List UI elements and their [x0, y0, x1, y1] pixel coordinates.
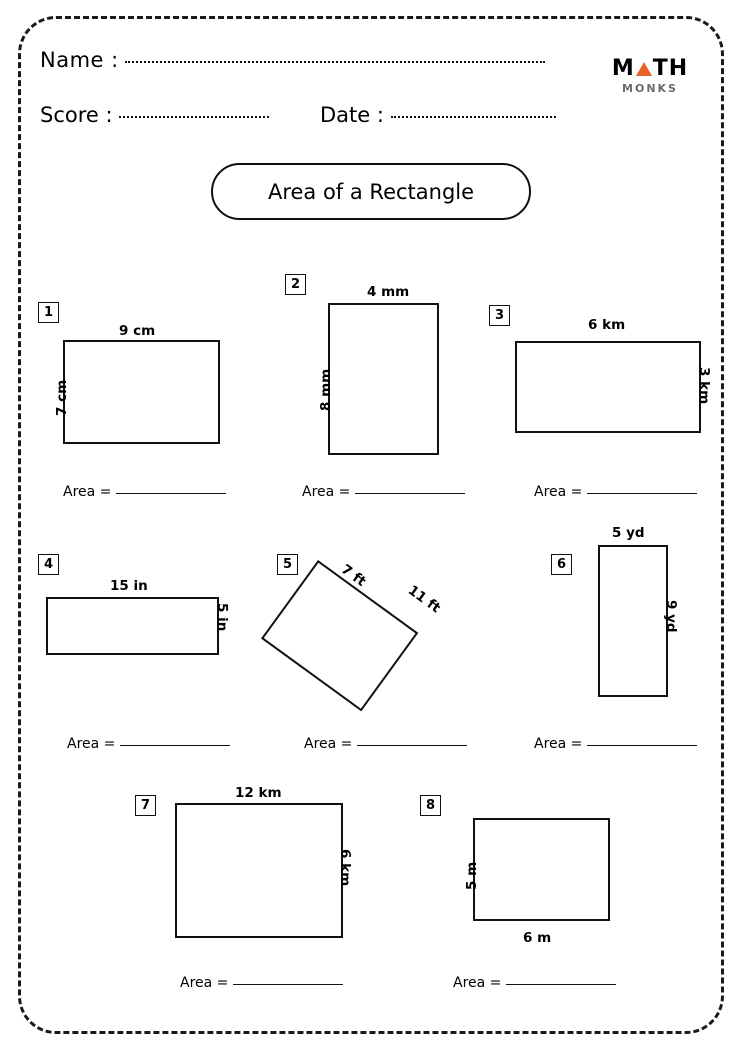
problem-4-side-label: 5 in	[214, 603, 230, 632]
logo-line-1	[602, 58, 698, 80]
area-answer-line-1[interactable]	[116, 493, 226, 494]
page-title-text: Area of a Rectangle	[267, 179, 475, 204]
area-answer-line-7[interactable]	[233, 984, 343, 985]
rectangle-6	[598, 545, 668, 697]
problem-1-answer	[63, 484, 226, 500]
area-answer-line-8[interactable]	[506, 984, 616, 985]
problem-3-top-label: 6 km	[588, 317, 626, 333]
mathmonks-logo	[602, 58, 698, 94]
date-input-line[interactable]	[391, 116, 556, 118]
area-label-7: Area =	[180, 975, 229, 991]
problem-6-side-label: 9 yd	[663, 600, 679, 633]
area-answer-line-4[interactable]	[120, 745, 230, 746]
date-label: Date :	[319, 103, 384, 127]
problem-6-answer	[534, 736, 697, 752]
problem-number-4: 4	[38, 554, 59, 575]
problem-number-8: 8	[420, 795, 441, 816]
area-label-1: Area =	[63, 484, 112, 500]
name-label: Name :	[40, 48, 119, 72]
rectangle-2	[328, 303, 439, 455]
area-label-8: Area =	[453, 975, 502, 991]
problem-7-side-label: 6 km	[337, 849, 353, 887]
area-answer-line-5[interactable]	[357, 745, 467, 746]
area-label-2: Area =	[302, 484, 351, 500]
problem-number-5: 5	[277, 554, 298, 575]
rectangle-3	[515, 341, 701, 433]
area-answer-line-2[interactable]	[355, 493, 465, 494]
score-input-line[interactable]	[119, 116, 269, 118]
problem-1-side-label: 7 cm	[54, 379, 70, 416]
rectangle-8	[473, 818, 610, 921]
problem-number-3: 3	[489, 305, 510, 326]
area-label-4: Area =	[67, 736, 116, 752]
problem-5-top-label: 7 ft	[337, 561, 369, 590]
logo-text-m: M	[611, 56, 635, 81]
problem-5-side-label: 11 ft	[404, 582, 444, 617]
logo-line-2: MONKS	[622, 82, 678, 95]
problem-4-top-label: 15 in	[110, 578, 148, 594]
problem-number-6: 6	[551, 554, 572, 575]
triangle-icon	[636, 62, 652, 76]
problem-7-top-label: 12 km	[235, 785, 282, 801]
problem-number-1: 1	[38, 302, 59, 323]
problem-2-side-label: 8 mm	[318, 368, 334, 411]
problem-5-answer	[304, 736, 467, 752]
rectangle-7	[175, 803, 343, 938]
problem-2-top-label: 4 mm	[367, 284, 410, 300]
problem-8-top-label: 6 m	[523, 930, 552, 946]
area-answer-line-6[interactable]	[587, 745, 697, 746]
problem-2-answer	[302, 484, 465, 500]
problem-1-top-label: 9 cm	[119, 323, 156, 339]
area-label-3: Area =	[534, 484, 583, 500]
score-date-row	[40, 103, 556, 127]
area-label-5: Area =	[304, 736, 353, 752]
problem-7-answer	[180, 975, 343, 991]
name-input-line[interactable]	[125, 61, 545, 63]
rectangle-1	[63, 340, 220, 444]
problem-3-side-label: 3 km	[696, 367, 712, 405]
score-label: Score :	[40, 103, 113, 127]
rectangle-4	[46, 597, 219, 655]
problem-6-top-label: 5 yd	[612, 525, 645, 541]
page-title	[211, 163, 531, 220]
logo-text-th: TH	[652, 56, 689, 81]
problem-4-answer	[67, 736, 230, 752]
area-answer-line-3[interactable]	[587, 493, 697, 494]
problem-8-answer	[453, 975, 616, 991]
area-label-6: Area =	[534, 736, 583, 752]
problem-number-7: 7	[135, 795, 156, 816]
problem-8-side-label: 5 m	[464, 861, 480, 890]
problem-3-answer	[534, 484, 697, 500]
name-field-row	[40, 48, 545, 72]
problem-number-2: 2	[285, 274, 306, 295]
